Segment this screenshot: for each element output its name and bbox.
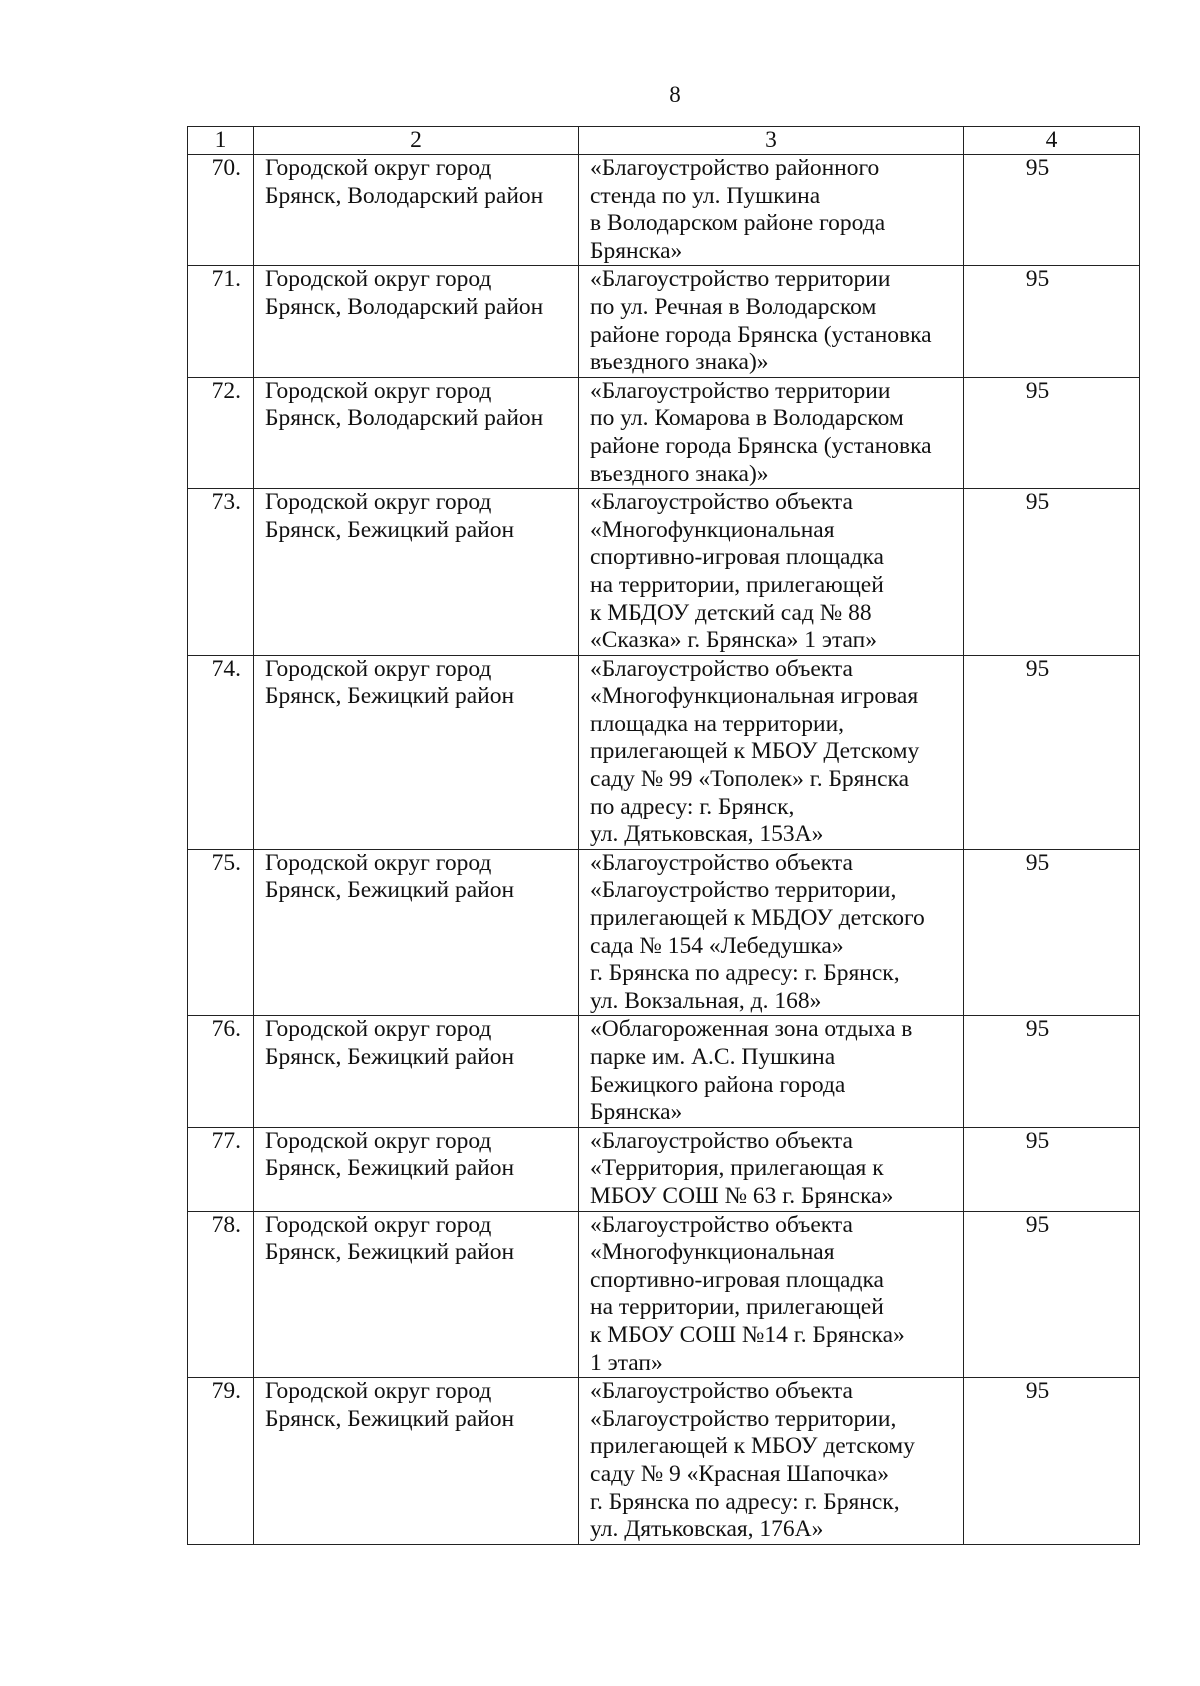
project-line: «Благоустройство территории,	[590, 1405, 897, 1432]
table-row	[188, 1127, 1140, 1211]
project-line: к МБДОУ детский сад № 88	[590, 599, 872, 626]
municipality-cell	[254, 1378, 579, 1545]
municipality-cell	[254, 1127, 579, 1211]
project-line: ул. Дятьковская, 153А»	[590, 821, 824, 848]
value-cell: 95	[964, 377, 1140, 488]
header-cell-2: 2	[254, 127, 579, 155]
municipality-cell	[254, 489, 579, 656]
municipality-cell	[254, 849, 579, 1016]
municipality-cell	[254, 266, 579, 377]
municipality-line: Брянск, Бежицкий район	[265, 877, 515, 904]
project-line: г. Брянска по адресу: г. Брянск,	[590, 1488, 900, 1515]
table-row	[188, 655, 1140, 849]
project-line: на территории, прилегающей	[590, 571, 884, 598]
municipality-cell	[254, 1211, 579, 1378]
municipality-line: Брянск, Бежицкий район	[265, 516, 515, 543]
project-line: «Благоустройство территории,	[590, 877, 897, 904]
header-cell-4: 4	[964, 127, 1140, 155]
municipality-cell	[254, 155, 579, 266]
municipality-line: Брянск, Бежицкий район	[265, 1044, 515, 1070]
project-line: «Многофункциональная	[590, 516, 835, 543]
project-line: на территории, прилегающей	[590, 1294, 884, 1321]
value-cell: 95	[964, 489, 1140, 656]
municipality-line: Городской округ город	[265, 1211, 492, 1238]
project-line: МБОУ СОШ № 63 г. Брянска»	[590, 1182, 894, 1209]
municipality-line: Городской округ город	[265, 1378, 492, 1405]
row-number: 79.	[188, 1378, 254, 1545]
project-cell	[579, 1016, 964, 1127]
project-line: «Территория, прилегающая к	[590, 1155, 884, 1182]
data-table	[187, 126, 1140, 1545]
project-line: по ул. Комарова в Володарском	[590, 405, 904, 432]
header-row	[188, 127, 1140, 155]
project-cell	[579, 155, 964, 266]
project-line: 1 этап»	[590, 1349, 663, 1376]
value-cell: 95	[964, 1378, 1140, 1545]
project-cell	[579, 655, 964, 849]
project-line: парке им. А.С. Пушкина	[590, 1044, 836, 1070]
table-row	[188, 849, 1140, 1016]
header-cell-1: 1	[188, 127, 254, 155]
municipality-line: Брянск, Бежицкий район	[265, 1405, 515, 1432]
table-row	[188, 266, 1140, 377]
project-cell	[579, 266, 964, 377]
project-line: «Многофункциональная игровая	[590, 683, 919, 710]
project-line: «Облагороженная зона отдыха в	[590, 1016, 913, 1043]
municipality-line: Брянск, Володарский район	[265, 405, 544, 432]
project-line: въездного знака)»	[590, 349, 769, 376]
row-number: 72.	[188, 377, 254, 488]
project-line: районе города Брянска (установка	[590, 321, 932, 348]
project-line: ул. Дятьковская, 176А»	[590, 1516, 824, 1543]
project-cell	[579, 377, 964, 488]
project-line: площадка на территории,	[590, 710, 845, 737]
project-line: «Благоустройство объекта	[590, 849, 853, 876]
project-line: в Володарском районе города	[590, 210, 886, 237]
project-line: прилегающей к МБОУ Детскому	[590, 738, 920, 765]
project-line: «Благоустройство объекта	[590, 1211, 853, 1238]
project-cell	[579, 1378, 964, 1545]
municipality-line: Брянск, Володарский район	[265, 182, 544, 209]
project-line: к МБОУ СОШ №14 г. Брянска»	[590, 1321, 905, 1348]
project-line: спортивно-игровая площадка	[590, 544, 884, 571]
value-cell: 95	[964, 266, 1140, 377]
project-line: «Благоустройство территории	[590, 377, 891, 404]
project-line: «Многофункциональная	[590, 1239, 835, 1266]
value-cell: 95	[964, 1016, 1140, 1127]
project-line: сада № 154 «Лебедушка»	[590, 932, 844, 959]
project-cell	[579, 849, 964, 1016]
project-line: «Благоустройство районного	[590, 155, 880, 181]
project-line: прилегающей к МБОУ детскому	[590, 1433, 915, 1460]
table-row	[188, 1016, 1140, 1127]
municipality-line: Городской округ город	[265, 266, 492, 293]
row-number: 74.	[188, 655, 254, 849]
municipality-line: Брянск, Бежицкий район	[265, 1239, 515, 1266]
project-line: прилегающей к МБДОУ детского	[590, 905, 925, 932]
municipality-line: Городской округ город	[265, 155, 492, 181]
municipality-line: Брянск, Володарский район	[265, 293, 544, 320]
value-cell: 95	[964, 155, 1140, 266]
municipality-line: Городской округ город	[265, 489, 492, 516]
value-cell: 95	[964, 1127, 1140, 1211]
value-cell: 95	[964, 849, 1140, 1016]
value-cell: 95	[964, 1211, 1140, 1378]
project-line: саду № 99 «Тополек» г. Брянска	[590, 766, 909, 793]
municipality-line: Городской округ город	[265, 1016, 492, 1043]
municipality-line: Брянск, Бежицкий район	[265, 1155, 515, 1182]
municipality-line: Городской округ город	[265, 655, 492, 682]
project-line: «Благоустройство объекта	[590, 1378, 853, 1405]
project-line: районе города Брянска (установка	[590, 432, 932, 459]
table-body	[188, 155, 1140, 1545]
project-line: спортивно-игровая площадка	[590, 1266, 884, 1293]
project-line: г. Брянска по адресу: г. Брянск,	[590, 960, 900, 987]
project-line: ул. Вокзальная, д. 168»	[590, 987, 822, 1014]
row-number: 70.	[188, 155, 254, 266]
row-number: 73.	[188, 489, 254, 656]
project-line: саду № 9 «Красная Шапочка»	[590, 1460, 889, 1487]
project-cell	[579, 1211, 964, 1378]
project-line: «Благоустройство объекта	[590, 489, 853, 516]
row-number: 71.	[188, 266, 254, 377]
project-cell	[579, 489, 964, 656]
project-line: стенда по ул. Пушкина	[590, 182, 821, 209]
value-cell: 95	[964, 655, 1140, 849]
project-line: Брянска»	[590, 1099, 683, 1126]
municipality-line: Брянск, Бежицкий район	[265, 683, 515, 710]
table-row	[188, 1211, 1140, 1378]
project-cell	[579, 1127, 964, 1211]
project-line: «Сказка» г. Брянска» 1 этап»	[590, 627, 877, 654]
municipality-cell	[254, 1016, 579, 1127]
table-row	[188, 377, 1140, 488]
municipality-line: Городской округ город	[265, 1127, 492, 1154]
header-cell-3: 3	[579, 127, 964, 155]
project-line: въездного знака)»	[590, 460, 769, 487]
project-line: Брянска»	[590, 237, 683, 264]
project-line: Бежицкого района города	[590, 1071, 846, 1098]
row-number: 75.	[188, 849, 254, 1016]
project-line: по ул. Речная в Володарском	[590, 293, 877, 320]
municipality-cell	[254, 377, 579, 488]
row-number: 78.	[188, 1211, 254, 1378]
row-number: 76.	[188, 1016, 254, 1127]
table-row	[188, 1378, 1140, 1545]
project-line: «Благоустройство объекта	[590, 1127, 853, 1154]
project-line: «Благоустройство территории	[590, 266, 891, 293]
page-number: 8	[669, 82, 681, 107]
project-line: «Благоустройство объекта	[590, 655, 853, 682]
municipality-cell	[254, 655, 579, 849]
table-row	[188, 489, 1140, 656]
row-number: 77.	[188, 1127, 254, 1211]
municipality-line: Городской округ город	[265, 377, 492, 404]
municipality-line: Городской округ город	[265, 849, 492, 876]
project-line: по адресу: г. Брянск,	[590, 793, 795, 820]
table-row	[188, 155, 1140, 266]
